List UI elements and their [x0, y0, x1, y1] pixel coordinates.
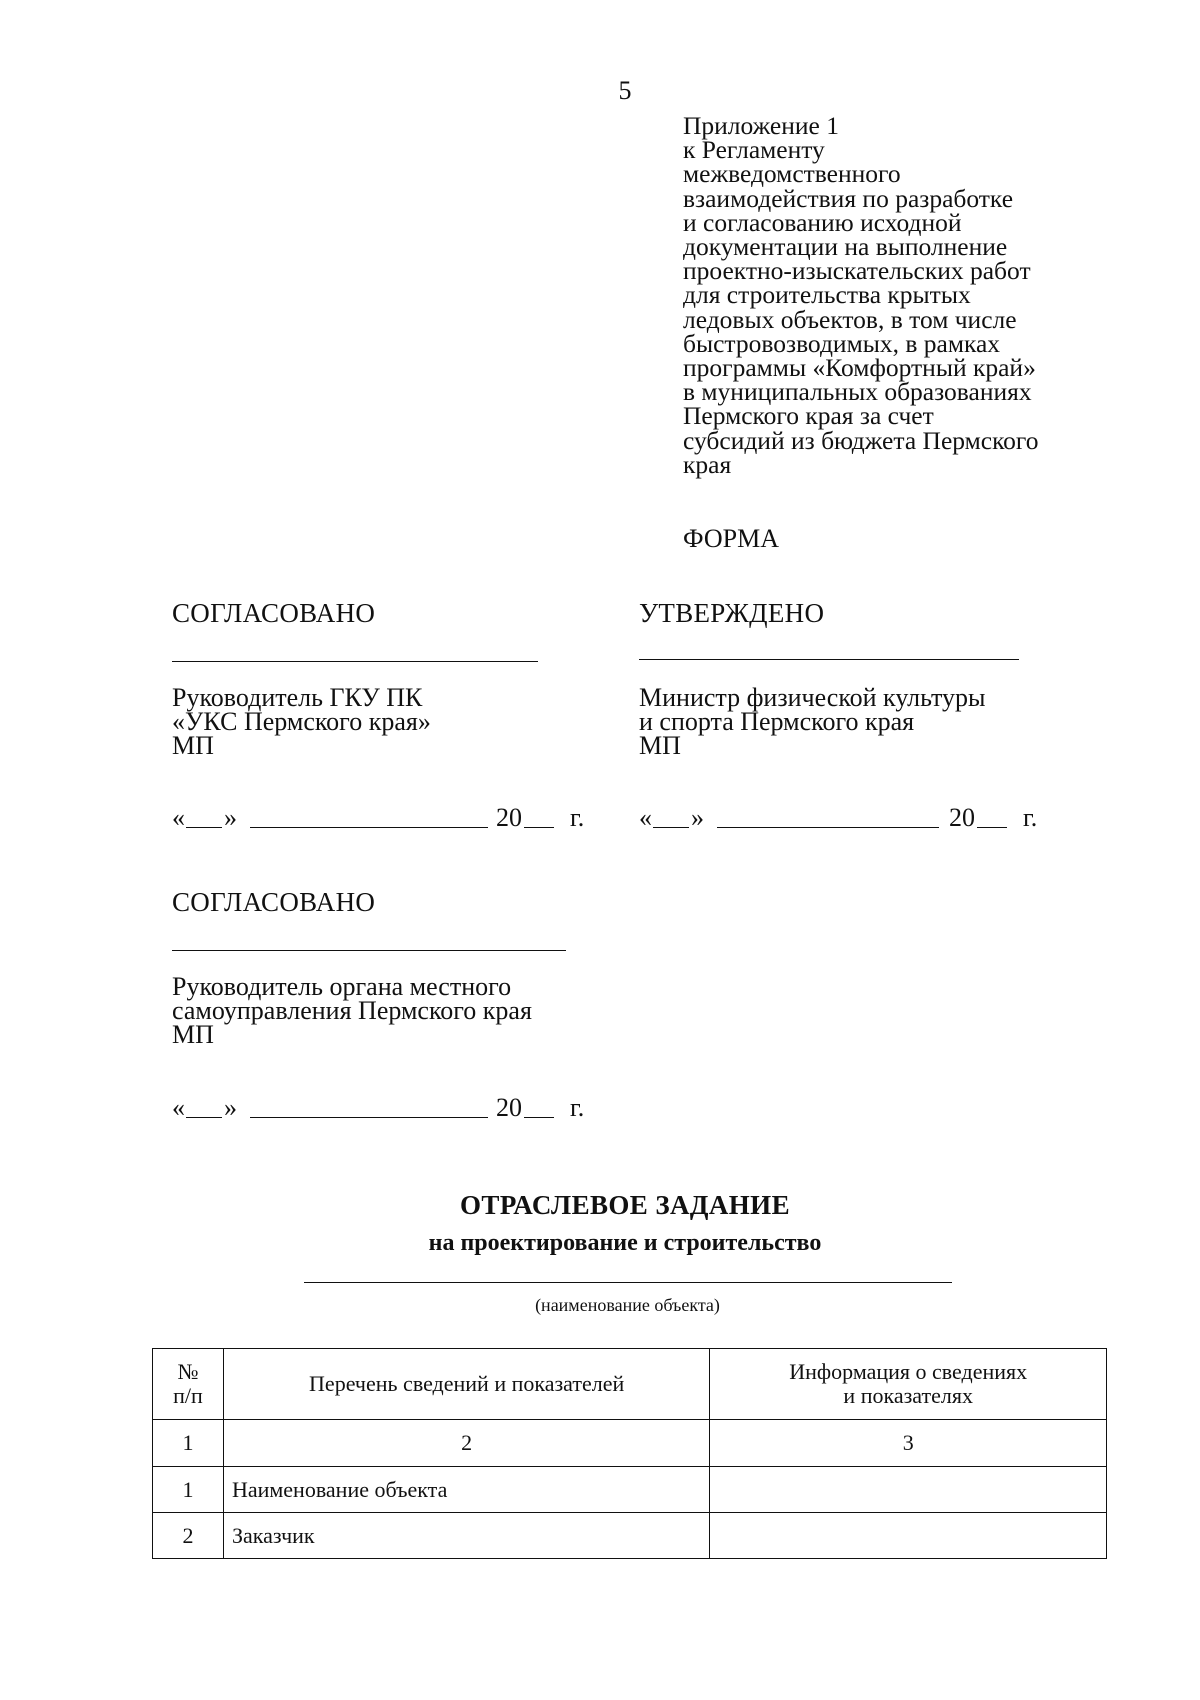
- date-row: [639, 803, 1069, 833]
- year-prefix: 20: [496, 803, 522, 832]
- date-open-quote: «: [639, 803, 652, 832]
- header-info-line2: и показателях: [843, 1383, 973, 1408]
- month-blank: [717, 803, 939, 828]
- signatory-organization: и спорта Пермского края: [639, 707, 915, 736]
- date-close-quote: »: [691, 803, 704, 832]
- signatory-organization: «УКС Пермского края»: [172, 707, 431, 736]
- date-open-quote: «: [172, 803, 185, 832]
- signature-line: [172, 661, 538, 662]
- row-name-cell: Заказчик: [223, 1513, 709, 1559]
- appendix-line: проектно-изыскательских работ: [683, 256, 1031, 286]
- year-prefix: 20: [949, 803, 975, 832]
- month-blank: [250, 1093, 488, 1118]
- header-info-line1: Информация о сведениях: [789, 1359, 1028, 1384]
- header-cell-number: [153, 1349, 224, 1420]
- signatory-title: Министр физической культуры: [639, 683, 986, 712]
- object-name-line: [304, 1282, 952, 1283]
- form-label: ФОРМА: [683, 524, 779, 553]
- year-blank: [977, 803, 1007, 828]
- appendix-line: межведомственного: [683, 159, 901, 189]
- signatory-title: Руководитель органа местного: [172, 972, 512, 1001]
- table-row: [153, 1467, 1107, 1513]
- column-number-cell: 2: [223, 1420, 709, 1467]
- year-prefix: 20: [496, 1093, 522, 1122]
- header-cell-list: Перечень сведений и показателей: [223, 1349, 709, 1420]
- appendix-line: Приложение 1: [683, 111, 839, 140]
- appendix-line: и согласованию исходной: [683, 207, 962, 237]
- signatory-block: [639, 683, 986, 760]
- appendix-line: документации на выполнение: [683, 232, 1008, 262]
- date-close-quote: »: [224, 803, 237, 832]
- table-header-row: [153, 1349, 1107, 1420]
- appendix-reference: [683, 111, 1103, 479]
- table-row: [153, 1513, 1107, 1559]
- header-cell-info: [710, 1349, 1107, 1420]
- row-number-cell: 1: [153, 1467, 224, 1513]
- header-number-line1: №: [177, 1359, 199, 1384]
- date-open-quote: «: [172, 1093, 185, 1122]
- agreed-heading: СОГЛАСОВАНО: [172, 598, 376, 628]
- seal-mark: МП: [172, 1020, 214, 1049]
- appendix-line: программы «Комфортный край»: [683, 353, 1036, 383]
- signature-line: [639, 659, 1019, 660]
- appendix-line: субсидий из бюджета Пермского: [683, 425, 1039, 455]
- date-close-quote: »: [224, 1093, 237, 1122]
- appendix-line: взаимодействия по разработке: [683, 183, 1014, 213]
- column-number-cell: 1: [153, 1420, 224, 1467]
- info-table: [152, 1348, 1107, 1559]
- year-suffix: г.: [570, 803, 585, 832]
- document-title: ОТРАСЛЕВОЕ ЗАДАНИЕ: [460, 1190, 790, 1220]
- month-blank: [250, 803, 488, 828]
- row-name-cell: Наименование объекта: [223, 1467, 709, 1513]
- signatory-organization: самоуправления Пермского края: [172, 996, 532, 1025]
- row-number-cell: 2: [153, 1513, 224, 1559]
- row-info-cell[interactable]: [710, 1513, 1107, 1559]
- table-column-numbers-row: [153, 1420, 1107, 1467]
- document-subtitle: на проектирование и строительство: [428, 1230, 822, 1256]
- appendix-line: края: [683, 449, 732, 479]
- signature-line: [172, 950, 566, 951]
- year-blank: [524, 803, 554, 828]
- agreed-heading: СОГЛАСОВАНО: [172, 887, 376, 917]
- date-row: [172, 1093, 602, 1123]
- row-info-cell[interactable]: [710, 1467, 1107, 1513]
- day-blank: [186, 803, 222, 828]
- appendix-line: быстровозводимых, в рамках: [683, 328, 1001, 358]
- appendix-line: для строительства крытых: [683, 280, 971, 310]
- object-name-caption: (наименование объекта): [535, 1295, 720, 1315]
- page-number: 5: [618, 76, 632, 105]
- day-blank: [186, 1093, 222, 1118]
- appendix-line: в муниципальных образованиях: [683, 377, 1032, 407]
- column-number-cell: 3: [710, 1420, 1107, 1467]
- signatory-block: [172, 972, 532, 1049]
- seal-mark: МП: [172, 731, 214, 760]
- year-blank: [524, 1093, 554, 1118]
- signatory-block: [172, 683, 431, 760]
- date-row: [172, 803, 602, 833]
- appendix-line: Пермского края за счет: [683, 401, 934, 431]
- signatory-title: Руководитель ГКУ ПК: [172, 683, 423, 712]
- day-blank: [653, 803, 689, 828]
- seal-mark: МП: [639, 731, 681, 760]
- appendix-line: к Регламенту: [683, 135, 825, 165]
- approved-heading: УТВЕРЖДЕНО: [639, 598, 825, 628]
- appendix-line: ледовых объектов, в том числе: [683, 304, 1017, 334]
- header-number-line2: п/п: [173, 1383, 203, 1408]
- year-suffix: г.: [1023, 803, 1038, 832]
- year-suffix: г.: [570, 1093, 585, 1122]
